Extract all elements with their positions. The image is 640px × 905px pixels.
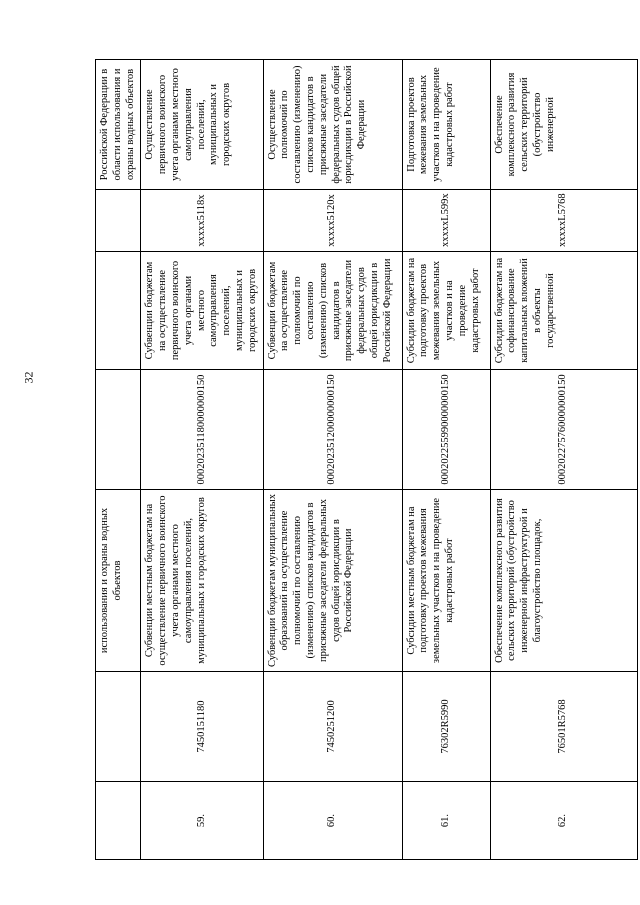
table-row [263,60,402,860]
cell-code: 76501R5768 [490,672,637,782]
cell-number [96,782,141,860]
cell-purpose-name: Осуществление полномочий по составлению (изменению) списков кандидатов в присяжные заседатели федеральных судов общей юрисдикции в Российской Федерации [263,60,402,190]
cell-expense-name: использования и охраны водных объектов [96,490,141,672]
cell-income-code: 000202351180000000150 [141,370,263,490]
cell-code [96,672,141,782]
cell-expense-name: Обеспечение комплексного развития сельских территорий (обустройство инженерной инфраструктурой и благоустройство площадок, [490,490,637,672]
cell-code: 7450251200 [263,672,402,782]
cell-income-name: Субсидии бюджетам на подготовку проектов межевания земельных участков и на проведение кадастровых работ [402,252,490,370]
cell-purpose-name: Российской Федерации в области использования и охраны водных объектов [96,60,141,190]
cell-income-name: Субвенции бюджетам на осуществление первичного воинского учета органами местного самоуправления поселений, муниципальных и городских округов [141,252,263,370]
cell-purpose-name: Подготовка проектов межевания земельных участков и на проведение кадастровых работ [402,60,490,190]
cell-purpose-code: xxxxx5118x [141,190,263,252]
table-row-continued [96,60,141,860]
cell-income-code: 000202275760000000150 [490,370,637,490]
cell-code: 7450151180 [141,672,263,782]
page-number: 32 [21,371,36,384]
cell-income-name [96,252,141,370]
cell-purpose-name: Осуществление первичного воинского учета органами местного самоуправления поселений, муниципальных и городских округов [141,60,263,190]
cell-number: 59. [141,782,263,860]
cell-purpose-code: xxxxx5120x [263,190,402,252]
cell-number: 61. [402,782,490,860]
cell-purpose-code [96,190,141,252]
cell-purpose-code: xxxxxL599x [402,190,490,252]
cell-purpose-code: xxxxxL5768 [490,190,637,252]
cell-income-code: 000202255990000000150 [402,370,490,490]
table-wrapper [95,60,625,860]
cell-income-code [96,370,141,490]
cell-purpose-name: Обеспечение комплексного развития сельских территорий (обустройство инженерной [490,60,637,190]
table-row [141,60,263,860]
cell-income-name: Субвенции бюджетам на осуществление полномочий по составлению (изменению) списков кандидатов в присяжные заседатели федеральных судов общей юрисдикции в Российской Федерации [263,252,402,370]
cell-income-code: 000202351200000000150 [263,370,402,490]
cell-expense-name: Субсидии местным бюджетам на подготовку проектов межевания земельных участков и на проведение кадастровых работ [402,490,490,672]
cell-number: 62. [490,782,637,860]
table-row [490,60,637,860]
budget-classification-table [95,59,638,860]
cell-income-name: Субсидии бюджетам на софинансирование капитальных вложений в объекты государственной [490,252,637,370]
rotated-table-container [95,60,625,860]
cell-expense-name: Субвенции местным бюджетам на осуществление первичного воинского учета органами местного самоуправления поселений, муниципальных и городских округов [141,490,263,672]
cell-expense-name: Субвенции бюджетам муниципальных образований на осуществление полномочий по составлению (изменению) списков кандидатов в присяжные заседатели федеральных судов общей юрисдикции в Российской Федерации [263,490,402,672]
table-row [402,60,490,860]
cell-code: 76302R5990 [402,672,490,782]
cell-number: 60. [263,782,402,860]
